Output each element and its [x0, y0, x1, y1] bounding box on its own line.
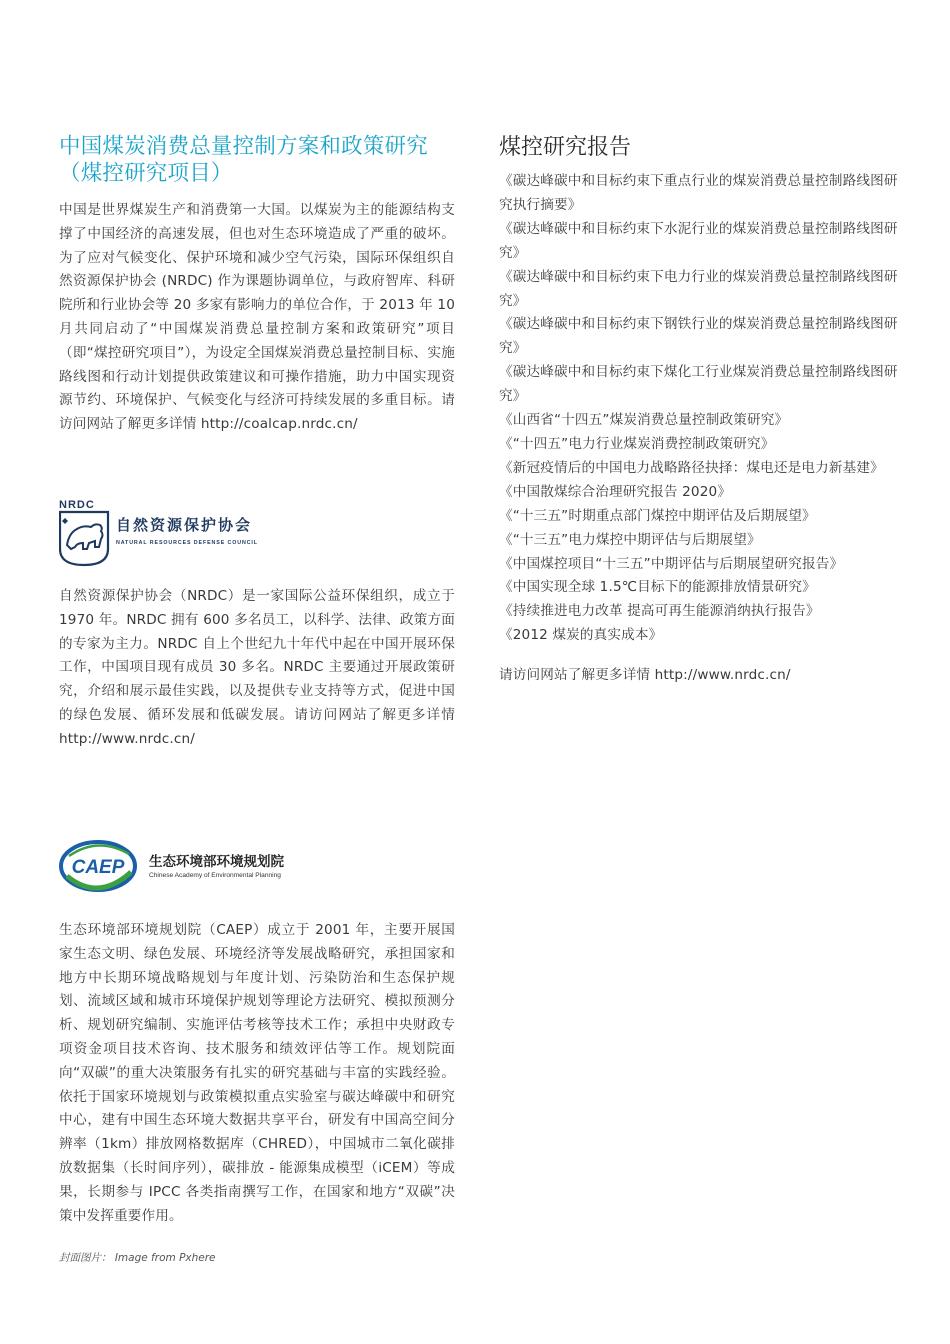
cover-credit: 封面图片： Image from Pxhere [59, 1252, 216, 1264]
report-item: 《新冠疫情后的中国电力战略路径抉择：煤电还是电力新基建》 [499, 459, 884, 476]
report-item: 《中国散煤综合治理研究报告 2020》 [499, 483, 732, 500]
reports-visit-link: 请访问网站了解更多详情 http://www.nrdc.cn/ [499, 667, 791, 684]
project-title-line1: 中国煤炭消费总量控制方案和政策研究 [59, 134, 428, 159]
caep-logo-cn: 生态环境部环境规划院 [149, 854, 284, 870]
report-item: 《山西省“十四五”煤炭消费总量控制政策研究》 [499, 412, 789, 429]
caep-emblem-icon [59, 838, 379, 898]
report-item: 《“十三五”时期重点部门煤控中期评估及后期展望》 [499, 507, 816, 524]
report-item: 《“十三五”电力煤控中期评估与后期展望》 [499, 531, 761, 548]
project-title-line2: （煤控研究项目） [59, 161, 233, 186]
report-item: 《碳达峰碳中和目标约束下电力行业的煤炭消费总量控制路线图研究》 [499, 268, 898, 309]
project-title [59, 133, 455, 187]
nrdc-logo-abbr: NRDC [59, 499, 95, 511]
nrdc-logo [59, 497, 359, 567]
caep-logo-en: Chinese Academy of Environmental Planning [149, 872, 281, 879]
report-item: 《碳达峰碳中和目标约束下钢铁行业的煤炭消费总量控制路线图研究》 [499, 316, 898, 357]
report-item: 《2012 煤炭的真实成本》 [499, 627, 663, 644]
nrdc-logo-cn: 自然资源保护协会 [116, 516, 253, 534]
report-item: 《中国实现全球 1.5℃目标下的能源排放情景研究》 [499, 579, 816, 596]
reports-section [499, 133, 909, 688]
report-item: 《中国煤控项目“十三五”中期评估与后期展望研究报告》 [499, 555, 844, 572]
report-item: 《碳达峰碳中和目标约束下重点行业的煤炭消费总量控制路线图研究执行摘要》 [499, 173, 898, 213]
nrdc-bear-icon [59, 497, 359, 567]
nrdc-description: 自然资源保护协会（NRDC）是一家国际公益环保组织，成立于 1970 年。NRDC 拥有 600 多名员工，以科学、法律、政策方面的专家为主力。NRDC 自上个世纪九十年代中起在中国开展环保工作，中国项目现有成员 30 多名。NRDC 主要通过开展政策研究，介绍和展示最佳实践，以及提供专业支持等方式，促进中国的绿色发展、循环发展和低碳发展。请访问网站了解更多详情 http://www.nrdc.cn/ [59, 588, 455, 747]
project-description: 中国是世界煤炭生产和消费第一大国。以煤炭为主的能源结构支撑了中国经济的高速发展，但也对生态环境造成了严重的破坏。为了应对气候变化、保护环境和减少空气污染，国际环保组织自然资源保护协会 (NRDC) 作为课题协调单位，与政府智库、科研院所和行业协会等 20 多家有影响力的单位合作，于 2013 年 10 月共同启动了“中国煤炭消费总量控制方案和政策研究”项目（即“煤控研究项目”），为设定全国煤炭消费总量控制目标、实施路线图和行动计划提供政策建议和可操作措施，助力中国实现资源节约、环境保护、气候变化与经济可持续发展的多重目标。请访问网站了解更多详情 http://coalcap.nrdc.cn/ [59, 202, 455, 433]
caep-description: 生态环境部环境规划院（CAEP）成立于 2001 年，主要开展国家生态文明、绿色发展、环境经济等发展战略研究，承担国家和地方中长期环境战略规划与年度计划、污染防治和生态保护规划、流域区域和城市环境保护规划等理论方法研究、模拟预测分析、规划研究编制、实施评估考核等技术工作；承担中央财政专项资金项目技术咨询、技术服务和绩效评估等工作。规划院面向“双碳”的重大决策服务有扎实的研究基础与丰富的实践经验。依托于国家环境规划与政策模拟重点实验室与碳达峰碳中和研究中心，建有中国生态环境大数据共享平台，研发有中国高空间分辨率（1km）排放网格数据库（CHRED），中国城市二氧化碳排放数据集（长时间序列），碳排放 - 能源集成模型（iCEM）等成果，长期参与 IPCC 各类指南撰写工作，在国家和地方“双碳”决策中发挥重要作用。 [59, 922, 455, 1224]
reports-title: 煤控研究报告 [499, 135, 632, 160]
report-item: 《碳达峰碳中和目标约束下煤化工行业煤炭消费总量控制路线图研究》 [499, 364, 898, 405]
reports-list [499, 170, 909, 648]
report-item: 《“十四五”电力行业煤炭消费控制政策研究》 [499, 435, 775, 452]
report-item: 《持续推进电力改革 提高可再生能源消纳执行报告》 [499, 603, 820, 620]
nrdc-logo-en: NATURAL RESOURCES DEFENSE COUNCIL [116, 540, 258, 546]
report-item: 《碳达峰碳中和目标约束下水泥行业的煤炭消费总量控制路线图研究》 [499, 220, 898, 261]
caep-logo [59, 838, 379, 898]
project-section [59, 133, 455, 437]
caep-logo-abbr: CAEP [71, 857, 125, 878]
